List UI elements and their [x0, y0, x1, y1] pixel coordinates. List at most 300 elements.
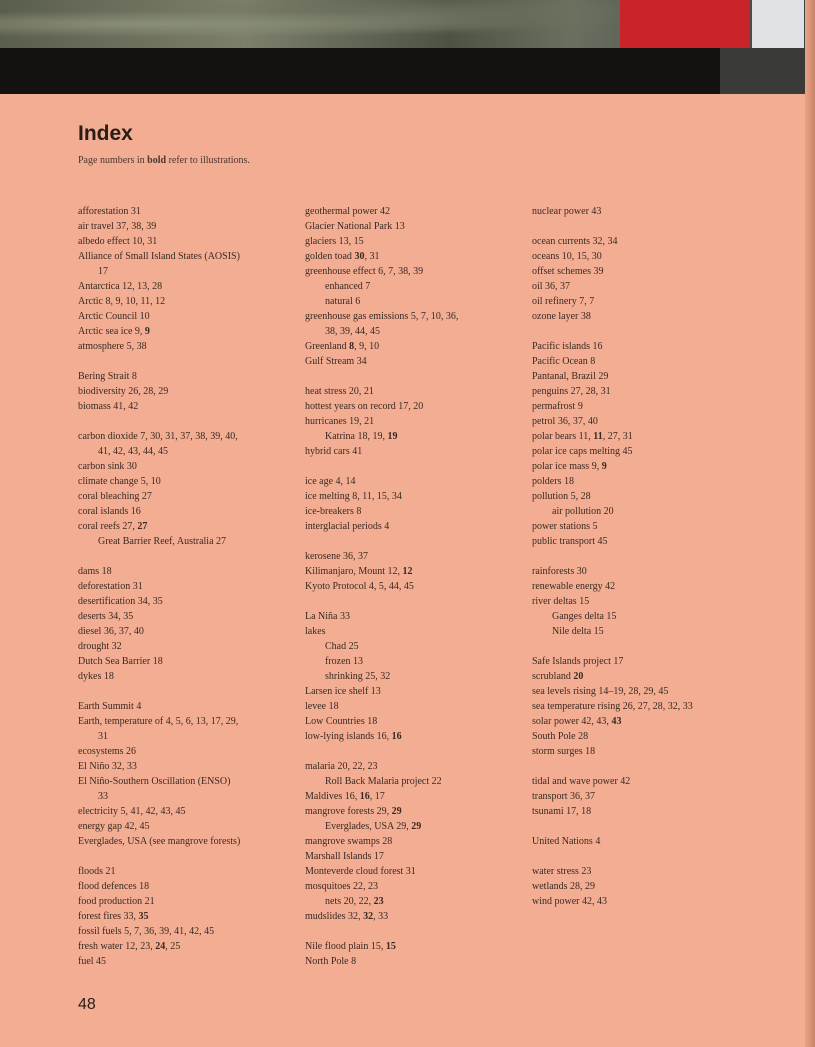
entry-text: Low Countries 18	[305, 716, 378, 727]
illustration-page-ref: 16	[359, 791, 370, 802]
entry-text: wind power 42, 43	[532, 896, 607, 907]
entry-text: ice age 4, 14	[305, 476, 356, 487]
entry-text: air travel 37, 38, 39	[78, 221, 157, 232]
entry-text: 31	[98, 731, 108, 742]
index-entry	[532, 204, 752, 219]
index-subentry	[305, 774, 515, 789]
illustration-page-ref: 15	[385, 941, 396, 952]
entry-text: dams 18	[78, 566, 112, 577]
entry-text: polar bears 11,	[532, 431, 594, 442]
index-entry	[532, 834, 752, 849]
entry-text: tsunami 17, 18	[532, 806, 592, 817]
index-entry	[532, 339, 752, 354]
index-entry	[305, 759, 515, 774]
entry-text: 17	[98, 266, 108, 277]
entry-text: United Nations 4	[532, 836, 601, 847]
index-entry	[532, 399, 752, 414]
entry-text: hurricanes 19, 21	[305, 416, 375, 427]
index-entry	[78, 489, 288, 504]
index-entry	[305, 714, 515, 729]
entry-text: Monteverde cloud forest 31	[305, 866, 416, 877]
entry-text: Everglades, USA 29,	[325, 821, 412, 832]
entry-text: low-lying islands 16,	[305, 731, 392, 742]
entry-text: Marshall Islands 17	[305, 851, 384, 862]
illustration-page-ref: 27	[137, 521, 148, 532]
index-entry	[305, 264, 515, 279]
entry-text: mosquitoes 22, 23	[305, 881, 379, 892]
index-subentry	[305, 429, 515, 444]
entry-text: mangrove forests 29,	[305, 806, 392, 817]
entry-text: 38, 39, 44, 45	[325, 326, 380, 337]
index-entry	[305, 954, 515, 969]
index-entry	[305, 879, 515, 894]
entry-text: coral bleaching 27	[78, 491, 152, 502]
entry-text: fossil fuels 5, 7, 36, 39, 41, 42, 45	[78, 926, 215, 937]
entry-text: fresh water 12, 23,	[78, 941, 156, 952]
entry-text: mudslides 32,	[305, 911, 364, 922]
entry-text: oil 36, 37	[532, 281, 571, 292]
index-entry	[305, 519, 515, 534]
illustration-page-ref: 32	[363, 911, 374, 922]
group-spacer	[532, 759, 752, 774]
index-entry	[532, 369, 752, 384]
illustration-page-ref: 35	[138, 911, 149, 922]
entry-text: polar ice mass 9,	[532, 461, 602, 472]
index-entry	[532, 354, 752, 369]
index-entry	[532, 579, 752, 594]
index-entry	[532, 699, 752, 714]
header-photo-band-right	[720, 48, 808, 94]
index-entry	[78, 594, 288, 609]
index-subentry	[305, 894, 515, 909]
entry-text: sea temperature rising 26, 27, 28, 32, 33	[532, 701, 693, 712]
index-entry	[305, 504, 515, 519]
entry-text: biodiversity 26, 28, 29	[78, 386, 169, 397]
index-entry	[305, 939, 515, 954]
index-entry	[78, 789, 288, 804]
entry-text: pollution 5, 28	[532, 491, 591, 502]
index-subentry	[305, 654, 515, 669]
entry-text: kerosene 36, 37	[305, 551, 369, 562]
index-entry	[532, 279, 752, 294]
entry-text: renewable energy 42	[532, 581, 616, 592]
index-entry	[305, 444, 515, 459]
illustration-page-ref: 29	[391, 806, 402, 817]
group-spacer	[305, 534, 515, 549]
entry-text: polar ice caps melting 45	[532, 446, 633, 457]
entry-text: coral reefs 27,	[78, 521, 138, 532]
entry-text: enhanced 7	[325, 281, 371, 292]
entry-text: climate change 5, 10	[78, 476, 161, 487]
entry-text: floods 21	[78, 866, 116, 877]
entry-text: Bering Strait 8	[78, 371, 137, 382]
index-entry	[78, 954, 288, 969]
entry-text: Safe Islands project 17	[532, 656, 624, 667]
index-entry	[532, 414, 752, 429]
index-entry	[532, 729, 752, 744]
index-entry	[532, 429, 752, 444]
entry-text: Kilimanjaro, Mount 12,	[305, 566, 403, 577]
entry-text: Earth Summit 4	[78, 701, 142, 712]
index-entry	[532, 489, 752, 504]
entry-text: Arctic Council 10	[78, 311, 150, 322]
index-entry	[305, 849, 515, 864]
entry-text: energy gap 42, 45	[78, 821, 150, 832]
entry-text: 33	[98, 791, 108, 802]
entry-text: shrinking 25, 32	[325, 671, 391, 682]
entry-text: diesel 36, 37, 40	[78, 626, 144, 637]
entry-text: ocean currents 32, 34	[532, 236, 618, 247]
index-entry	[532, 564, 752, 579]
entry-text: ecosystems 26	[78, 746, 137, 757]
entry-text: Katrina 18, 19,	[325, 431, 388, 442]
index-entry	[305, 699, 515, 714]
index-entry	[532, 714, 752, 729]
entry-text: , 25	[165, 941, 181, 952]
entry-text: sea levels rising 14–19, 28, 29, 45	[532, 686, 669, 697]
index-subentry	[305, 279, 515, 294]
entry-text: , 27, 31	[602, 431, 633, 442]
group-spacer	[305, 594, 515, 609]
truck-image	[620, 0, 750, 48]
index-entry	[305, 909, 515, 924]
index-entry	[78, 909, 288, 924]
entry-text: Pacific islands 16	[532, 341, 603, 352]
index-entry	[532, 879, 752, 894]
index-entry	[78, 624, 288, 639]
entry-text: 41, 42, 43, 44, 45	[98, 446, 168, 457]
index-entry	[305, 864, 515, 879]
index-entry	[532, 684, 752, 699]
illustration-page-ref: 20	[573, 671, 584, 682]
index-entry	[78, 264, 288, 279]
entry-text: flood defences 18	[78, 881, 150, 892]
index-entry	[305, 249, 515, 264]
group-spacer	[78, 549, 288, 564]
group-spacer	[305, 369, 515, 384]
index-column-3	[532, 204, 752, 909]
entry-text: interglacial periods 4	[305, 521, 390, 532]
index-entry	[78, 519, 288, 534]
index-entry	[78, 834, 288, 849]
entry-text: carbon sink 30	[78, 461, 137, 472]
index-entry	[532, 534, 752, 549]
illustration-page-ref: 19	[387, 431, 398, 442]
group-spacer	[78, 354, 288, 369]
entry-text: forest fires 33,	[78, 911, 139, 922]
entry-text: mangrove swamps 28	[305, 836, 393, 847]
index-entry	[78, 429, 288, 444]
entry-text: greenhouse effect 6, 7, 38, 39	[305, 266, 424, 277]
group-spacer	[78, 684, 288, 699]
entry-text: petrol 36, 37, 40	[532, 416, 598, 427]
illustration-page-ref: 8	[349, 341, 355, 352]
entry-text: natural 6	[325, 296, 361, 307]
entry-text: deserts 34, 35	[78, 611, 134, 622]
index-entry	[532, 309, 752, 324]
index-entry	[305, 399, 515, 414]
index-entry	[532, 234, 752, 249]
group-spacer	[78, 414, 288, 429]
entry-text: electricity 5, 41, 42, 43, 45	[78, 806, 186, 817]
index-entry	[305, 489, 515, 504]
index-entry	[78, 579, 288, 594]
entry-text: deforestation 31	[78, 581, 143, 592]
entry-text: penguins 27, 28, 31	[532, 386, 611, 397]
group-spacer	[78, 849, 288, 864]
illustration-page-ref: 24	[155, 941, 166, 952]
entry-text: power stations 5	[532, 521, 598, 532]
index-entry	[78, 819, 288, 834]
illustration-page-ref: 12	[402, 566, 413, 577]
index-entry	[532, 669, 752, 684]
index-entry	[78, 234, 288, 249]
illustration-page-ref: 43	[611, 716, 622, 727]
entry-text: La Niña 33	[305, 611, 350, 622]
entry-text: storm surges 18	[532, 746, 596, 757]
note-text-1: Page numbers in	[78, 155, 148, 166]
index-entry	[78, 294, 288, 309]
illustration-page-ref: 9	[144, 326, 150, 337]
entry-text: Nile delta 15	[552, 626, 604, 637]
entry-text: , 31	[364, 251, 380, 262]
index-entry	[305, 474, 515, 489]
entry-text: geothermal power 42	[305, 206, 390, 217]
illustration-page-ref: 29	[411, 821, 422, 832]
entry-text: Dutch Sea Barrier 18	[78, 656, 163, 667]
index-entry	[78, 339, 288, 354]
entry-text: Everglades, USA (see mangrove forests)	[78, 836, 241, 847]
index-entry	[78, 474, 288, 489]
entry-text: solar power 42, 43,	[532, 716, 612, 727]
index-entry	[78, 879, 288, 894]
entry-text: rainforests 30	[532, 566, 587, 577]
entry-text: river deltas 15	[532, 596, 590, 607]
index-subentry	[532, 504, 752, 519]
index-entry	[532, 264, 752, 279]
index-subentry	[532, 609, 752, 624]
group-spacer	[305, 459, 515, 474]
group-spacer	[532, 819, 752, 834]
index-entry	[532, 789, 752, 804]
index-subentry	[305, 669, 515, 684]
index-entry	[78, 309, 288, 324]
index-entry	[78, 279, 288, 294]
index-entry	[305, 564, 515, 579]
index-entry	[78, 504, 288, 519]
entry-text: offset schemes 39	[532, 266, 604, 277]
index-subentry	[305, 639, 515, 654]
index-entry	[305, 609, 515, 624]
entry-text: Larsen ice shelf 13	[305, 686, 381, 697]
group-spacer	[532, 639, 752, 654]
header-photo-band	[0, 48, 720, 94]
entry-text: albedo effect 10, 31	[78, 236, 158, 247]
entry-text: coral islands 16	[78, 506, 141, 517]
entry-text: Pacific Ocean 8	[532, 356, 596, 367]
index-entry	[78, 324, 288, 339]
entry-text: ice melting 8, 11, 15, 34	[305, 491, 402, 502]
index-entry	[532, 594, 752, 609]
entry-text: dykes 18	[78, 671, 114, 682]
index-entry	[78, 369, 288, 384]
index-entry	[305, 624, 515, 639]
index-entry	[305, 789, 515, 804]
index-entry	[78, 729, 288, 744]
index-entry	[78, 864, 288, 879]
index-entry	[78, 654, 288, 669]
entry-text: scrubland	[532, 671, 574, 682]
index-entry	[78, 699, 288, 714]
index-entry	[305, 684, 515, 699]
entry-text: air pollution 20	[552, 506, 614, 517]
index-entry	[78, 939, 288, 954]
group-spacer	[532, 219, 752, 234]
index-entry	[532, 294, 752, 309]
entry-text: fuel 45	[78, 956, 107, 967]
entry-text: oceans 10, 15, 30	[532, 251, 602, 262]
index-entry	[78, 669, 288, 684]
entry-text: Glacier National Park 13	[305, 221, 405, 232]
index-entry	[532, 519, 752, 534]
index-entry	[305, 804, 515, 819]
entry-text: Arctic sea ice 9,	[78, 326, 145, 337]
index-entry	[78, 804, 288, 819]
index-entry	[78, 399, 288, 414]
entry-text: El Niño-Southern Oscillation (ENSO)	[78, 776, 231, 787]
entry-text: Great Barrier Reef, Australia 27	[98, 536, 227, 547]
bold-note	[78, 155, 250, 166]
entry-text: transport 36, 37	[532, 791, 596, 802]
entry-text: permafrost 9	[532, 401, 583, 412]
group-spacer	[305, 744, 515, 759]
entry-text: nuclear power 43	[532, 206, 602, 217]
index-entry	[305, 354, 515, 369]
page-title: Index	[78, 122, 133, 145]
entry-text: afforestation 31	[78, 206, 141, 217]
index-entry	[532, 744, 752, 759]
index-entry	[305, 234, 515, 249]
index-entry	[532, 654, 752, 669]
entry-text: food production 21	[78, 896, 155, 907]
entry-text: Ganges delta 15	[552, 611, 617, 622]
entry-text: biomass 41, 42	[78, 401, 139, 412]
group-spacer	[305, 924, 515, 939]
entry-text: lakes	[305, 626, 326, 637]
entry-text: , 9, 10	[354, 341, 380, 352]
index-entry	[532, 384, 752, 399]
illustration-page-ref: 16	[391, 731, 402, 742]
index-entry	[305, 549, 515, 564]
entry-text: , 33	[373, 911, 389, 922]
index-entry	[532, 444, 752, 459]
index-subentry	[78, 534, 288, 549]
entry-text: nets 20, 22,	[325, 896, 374, 907]
entry-text: frozen 13	[325, 656, 364, 667]
entry-text: hybrid cars 41	[305, 446, 363, 457]
index-entry	[305, 309, 515, 324]
entry-text: desertification 34, 35	[78, 596, 163, 607]
entry-text: wetlands 28, 29	[532, 881, 596, 892]
group-spacer	[532, 549, 752, 564]
index-entry	[78, 564, 288, 579]
entry-text: hottest years on record 17, 20	[305, 401, 424, 412]
entry-text: Roll Back Malaria project 22	[325, 776, 442, 787]
index-entry	[78, 924, 288, 939]
group-spacer	[532, 849, 752, 864]
group-spacer	[532, 324, 752, 339]
entry-text: Greenland	[305, 341, 350, 352]
index-entry	[78, 774, 288, 789]
illustration-page-ref: 23	[373, 896, 384, 907]
entry-text: golden toad	[305, 251, 355, 262]
note-text-2: refer to illustrations.	[166, 155, 250, 166]
entry-text: greenhouse gas emissions 5, 7, 10, 36,	[305, 311, 459, 322]
index-subentry	[532, 624, 752, 639]
entry-text: malaria 20, 22, 23	[305, 761, 378, 772]
entry-text: oil refinery 7, 7	[532, 296, 595, 307]
entry-text: heat stress 20, 21	[305, 386, 374, 397]
entry-text: carbon dioxide 7, 30, 31, 37, 38, 39, 40,	[78, 431, 238, 442]
index-entry	[305, 324, 515, 339]
entry-text: Chad 25	[325, 641, 359, 652]
index-entry	[305, 579, 515, 594]
index-entry	[78, 204, 288, 219]
entry-text: polders 18	[532, 476, 574, 487]
index-entry	[532, 459, 752, 474]
index-entry	[532, 249, 752, 264]
entry-text: Kyoto Protocol 4, 5, 44, 45	[305, 581, 414, 592]
entry-text: North Pole 8	[305, 956, 357, 967]
entry-text: Alliance of Small Island States (AOSIS)	[78, 251, 240, 262]
index-entry	[78, 444, 288, 459]
illustration-page-ref: 11	[593, 431, 603, 442]
entry-text: ice-breakers 8	[305, 506, 362, 517]
index-entry	[305, 414, 515, 429]
entry-text: Maldives 16,	[305, 791, 360, 802]
index-entry	[305, 219, 515, 234]
index-entry	[78, 384, 288, 399]
index-entry	[78, 219, 288, 234]
entry-text: El Niño 32, 33	[78, 761, 137, 772]
illustration-page-ref: 9	[601, 461, 607, 472]
index-subentry	[305, 294, 515, 309]
index-entry	[78, 459, 288, 474]
index-column-2	[305, 204, 515, 969]
index-entry	[532, 474, 752, 489]
entry-text: drought 32	[78, 641, 122, 652]
entry-text: Gulf Stream 34	[305, 356, 367, 367]
index-entry	[305, 384, 515, 399]
entry-text: tidal and wave power 42	[532, 776, 631, 787]
entry-text: glaciers 13, 15	[305, 236, 364, 247]
index-entry	[78, 639, 288, 654]
entry-text: levee 18	[305, 701, 339, 712]
illustration-page-ref: 30	[354, 251, 365, 262]
index-entry	[78, 609, 288, 624]
entry-text: South Pole 28	[532, 731, 589, 742]
index-entry	[78, 714, 288, 729]
entry-text: atmosphere 5, 38	[78, 341, 147, 352]
entry-text: , 17	[369, 791, 385, 802]
index-entry	[78, 894, 288, 909]
index-entry	[532, 864, 752, 879]
index-entry	[305, 834, 515, 849]
index-entry	[305, 339, 515, 354]
index-entry	[305, 204, 515, 219]
entry-text: Antarctica 12, 13, 28	[78, 281, 163, 292]
entry-text: water stress 23	[532, 866, 592, 877]
